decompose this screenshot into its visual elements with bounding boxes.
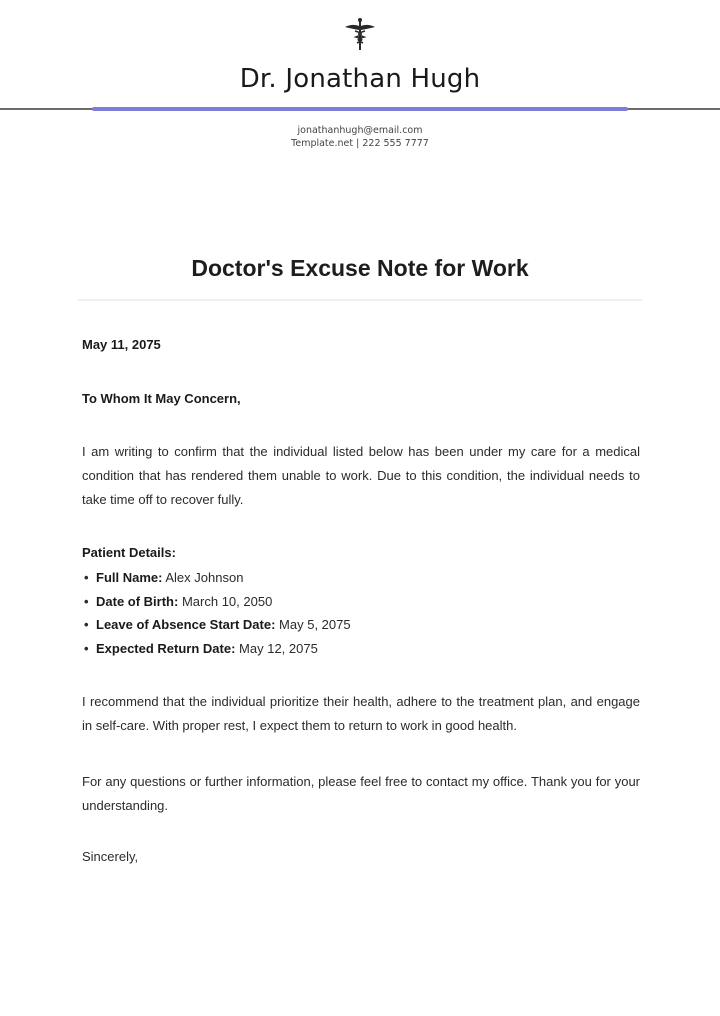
detail-value: March 10, 2050 bbox=[181, 593, 273, 609]
contact-email: jonathanhugh@email.com bbox=[297, 125, 423, 136]
contact-paragraph: For any questions or further information, please feel free to contact my office. Thank you for your understanding. bbox=[82, 774, 640, 813]
list-item bbox=[82, 590, 351, 614]
doctor-name: Dr. Jonathan Hugh bbox=[239, 64, 481, 94]
header-accent-divider bbox=[92, 107, 628, 111]
bullet-icon: • bbox=[84, 617, 89, 632]
detail-value: May 12, 2075 bbox=[239, 640, 318, 656]
detail-label: Date of Birth: bbox=[96, 593, 179, 609]
title-divider bbox=[78, 299, 642, 301]
bullet-icon: • bbox=[84, 570, 89, 585]
patient-details-heading: Patient Details: bbox=[82, 545, 176, 560]
salutation: To Whom It May Concern, bbox=[82, 391, 241, 406]
list-item bbox=[82, 613, 351, 637]
detail-label: Leave of Absence Start Date: bbox=[96, 617, 276, 632]
letter-date: May 11, 2075 bbox=[82, 337, 161, 352]
list-item bbox=[82, 566, 351, 590]
closing: Sincerely, bbox=[82, 849, 139, 864]
bullet-icon: • bbox=[84, 640, 89, 656]
detail-label: Expected Return Date: bbox=[96, 640, 236, 656]
patient-details-list bbox=[82, 566, 351, 660]
caduceus-icon bbox=[342, 16, 378, 52]
letter-body bbox=[82, 336, 640, 864]
intro-paragraph: I am writing to confirm that the individual listed below has been under my care for a medical condition that has rendered them unable to work. Due to this condition, the individual needs to take time off to recover fully. bbox=[82, 444, 640, 507]
bullet-icon: • bbox=[84, 593, 89, 609]
detail-value: Alex Johnson bbox=[165, 570, 244, 585]
recommendation-paragraph: I recommend that the individual prioritize their health, adhere to the treatment plan, and engage in self-care. With proper rest, I expect them to return to work in good health. bbox=[82, 694, 640, 733]
detail-value: May 5, 2075 bbox=[279, 617, 351, 632]
detail-label: Full Name: bbox=[96, 570, 163, 585]
document-title: Doctor's Excuse Note for Work bbox=[191, 255, 529, 282]
list-item bbox=[82, 637, 351, 661]
contact-info bbox=[0, 124, 720, 150]
contact-website-phone: Template.net | 222 555 7777 bbox=[291, 138, 429, 149]
